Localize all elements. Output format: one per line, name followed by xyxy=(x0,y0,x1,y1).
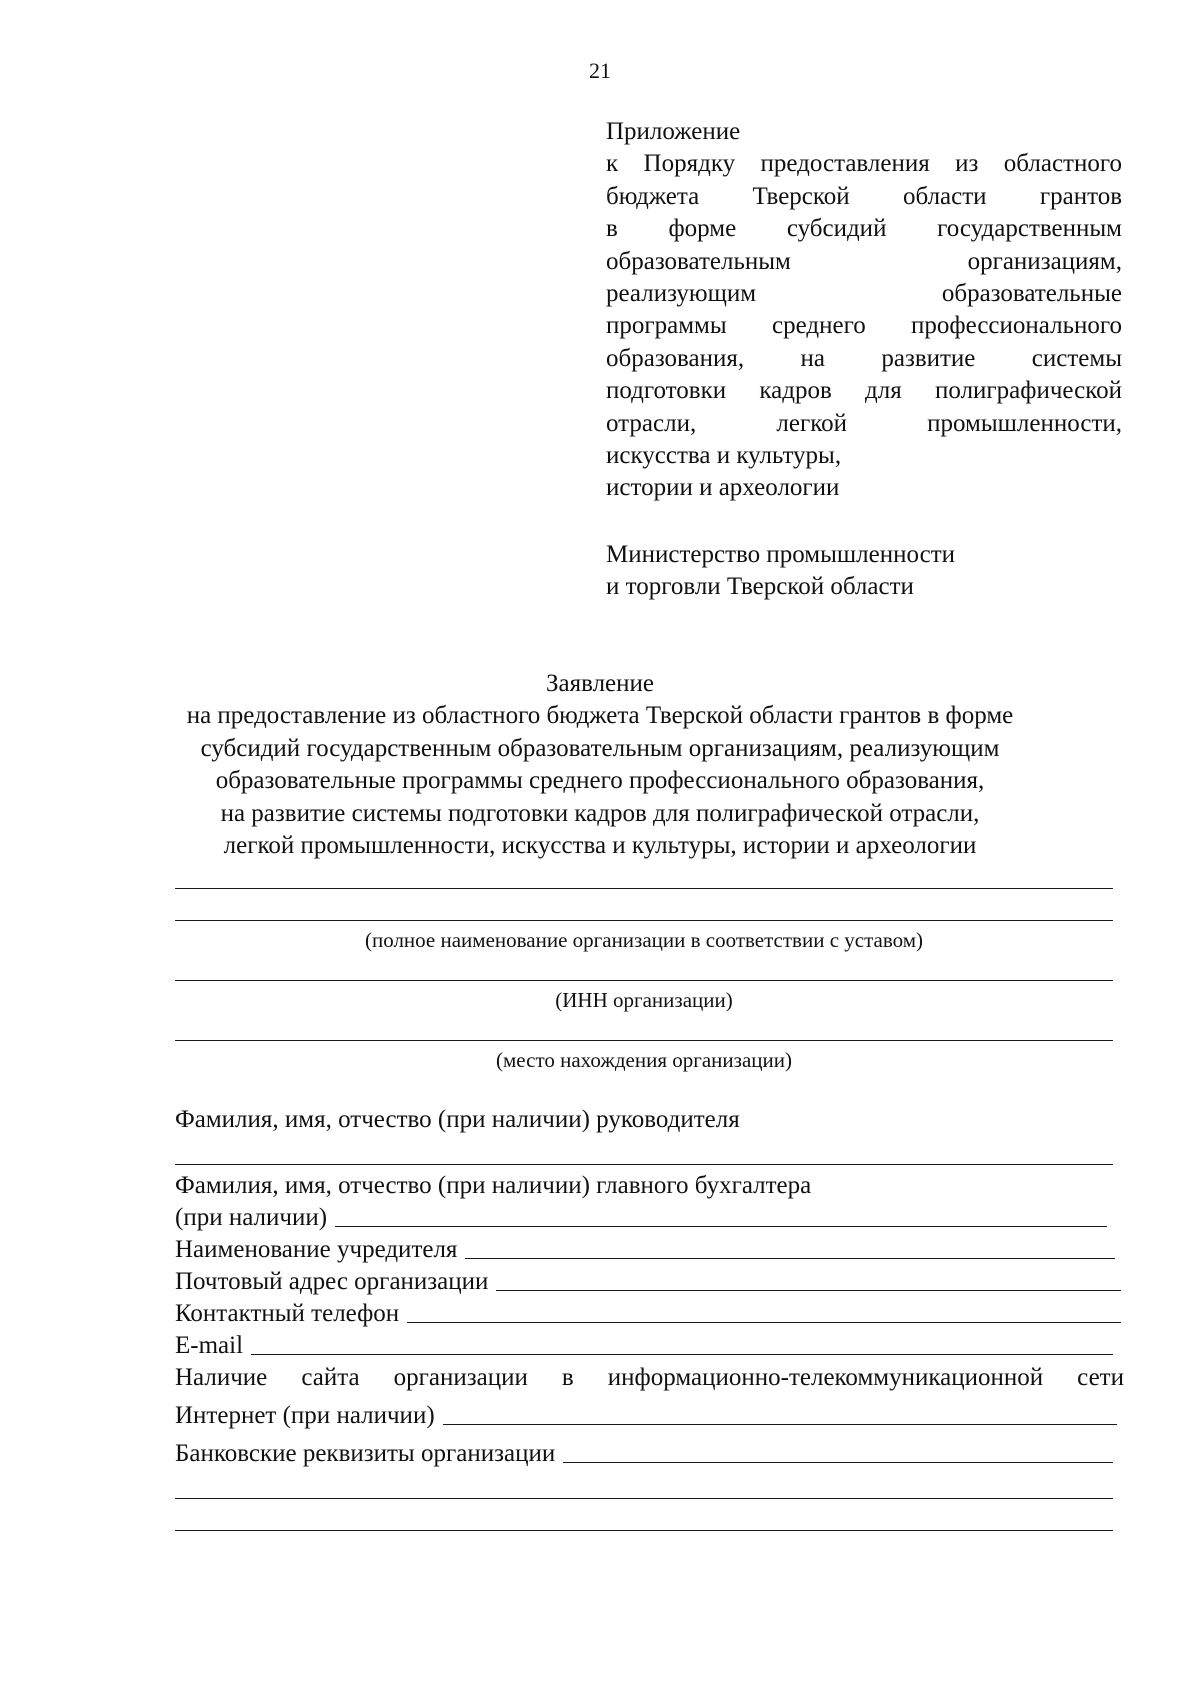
recipient-line: Министерство промышленности xyxy=(606,541,956,568)
postal-address-label: Почтовый адрес организации xyxy=(175,1268,489,1295)
head-name-label-row xyxy=(175,1106,1113,1134)
appendix-line: программы среднего профессионального xyxy=(606,312,1122,340)
website-label-line1: Наличие сайта организации в информационно-телекоммуникационной сети xyxy=(175,1364,1124,1391)
postal-address-input-line[interactable] xyxy=(496,1290,1121,1291)
email-input-line[interactable] xyxy=(251,1354,1113,1355)
location-caption: (место нахождения организации) xyxy=(496,1048,792,1072)
founder-label: Наименование учредителя xyxy=(175,1236,458,1263)
recipient-block xyxy=(606,539,1122,604)
location-input-line[interactable] xyxy=(175,1040,1113,1041)
chief-accountant-label: Фамилия, имя, отчество (при наличии) главного бухгалтера xyxy=(175,1172,812,1199)
inn-input-line[interactable] xyxy=(175,980,1113,981)
founder-input-line[interactable] xyxy=(465,1258,1115,1259)
appendix-line: в форме субсидий государственным xyxy=(606,215,1122,243)
chief-accountant-row xyxy=(175,1204,1107,1232)
appendix-line: реализующим образовательные xyxy=(606,280,1122,308)
org-name-input-line[interactable] xyxy=(175,888,1113,889)
appendix-line: искусства и культуры, xyxy=(606,442,842,470)
statement-line: образовательные программы среднего профессионального образования, xyxy=(215,767,985,795)
postal-address-row xyxy=(175,1268,1121,1296)
phone-label: Контактный телефон xyxy=(175,1300,400,1327)
website-label-line2: Интернет (при наличии) xyxy=(175,1402,435,1429)
bank-details-input-line[interactable] xyxy=(563,1462,1113,1463)
phone-row xyxy=(175,1300,1121,1328)
bank-details-row xyxy=(175,1440,1113,1468)
head-name-input-line[interactable] xyxy=(175,1164,1113,1165)
appendix-line: отрасли, легкой промышленности, xyxy=(606,409,1122,437)
head-name-label: Фамилия, имя, отчество (при наличии) руководителя xyxy=(175,1106,740,1133)
appendix-line: подготовки кадров для полиграфической xyxy=(606,377,1122,405)
appendix-line: Приложение xyxy=(606,118,741,145)
org-name-input-line[interactable] xyxy=(175,920,1113,921)
chief-accountant-input-line[interactable] xyxy=(335,1226,1107,1227)
page-number: 21 xyxy=(589,58,611,83)
email-row xyxy=(175,1332,1113,1360)
statement-title-block xyxy=(100,668,1100,862)
bank-details-label: Банковские реквизиты организации xyxy=(175,1440,556,1467)
recipient-line: и торговли Тверской области xyxy=(606,573,914,601)
bank-details-input-line[interactable] xyxy=(175,1530,1113,1531)
statement-line: субсидий государственным образовательным организациям, реализующим xyxy=(200,734,1000,762)
founder-row xyxy=(175,1236,1115,1264)
inn-caption: (ИНН организации) xyxy=(555,988,733,1012)
statement-line: легкой промышленности, искусства и культуры, истории и археологии xyxy=(223,832,977,860)
appendix-line: образовательным организациям, xyxy=(606,247,1122,275)
statement-line: на развитие системы подготовки кадров для полиграфической отрасли, xyxy=(220,799,980,827)
appendix-block xyxy=(606,116,1122,505)
appendix-line: образования, на развитие системы xyxy=(606,344,1122,372)
chief-accountant-label-row xyxy=(175,1172,1113,1200)
statement-line: на предоставление из областного бюджета Тверской области грантов в форме xyxy=(186,702,1014,730)
phone-input-line[interactable] xyxy=(407,1322,1121,1323)
appendix-line: бюджета Тверской области грантов xyxy=(606,182,1122,210)
email-label: E-mail xyxy=(175,1332,244,1359)
chief-accountant-cont-label: (при наличии) xyxy=(175,1204,328,1231)
website-input-line[interactable] xyxy=(443,1424,1117,1425)
appendix-line: к Порядку предоставления из областного xyxy=(606,150,1122,178)
statement-title: Заявление xyxy=(545,670,655,697)
appendix-line: истории и археологии xyxy=(606,474,840,502)
website-row xyxy=(175,1402,1117,1430)
bank-details-input-line[interactable] xyxy=(175,1498,1113,1499)
org-name-caption: (полное наименование организации в соответствии с уставом) xyxy=(364,928,924,952)
